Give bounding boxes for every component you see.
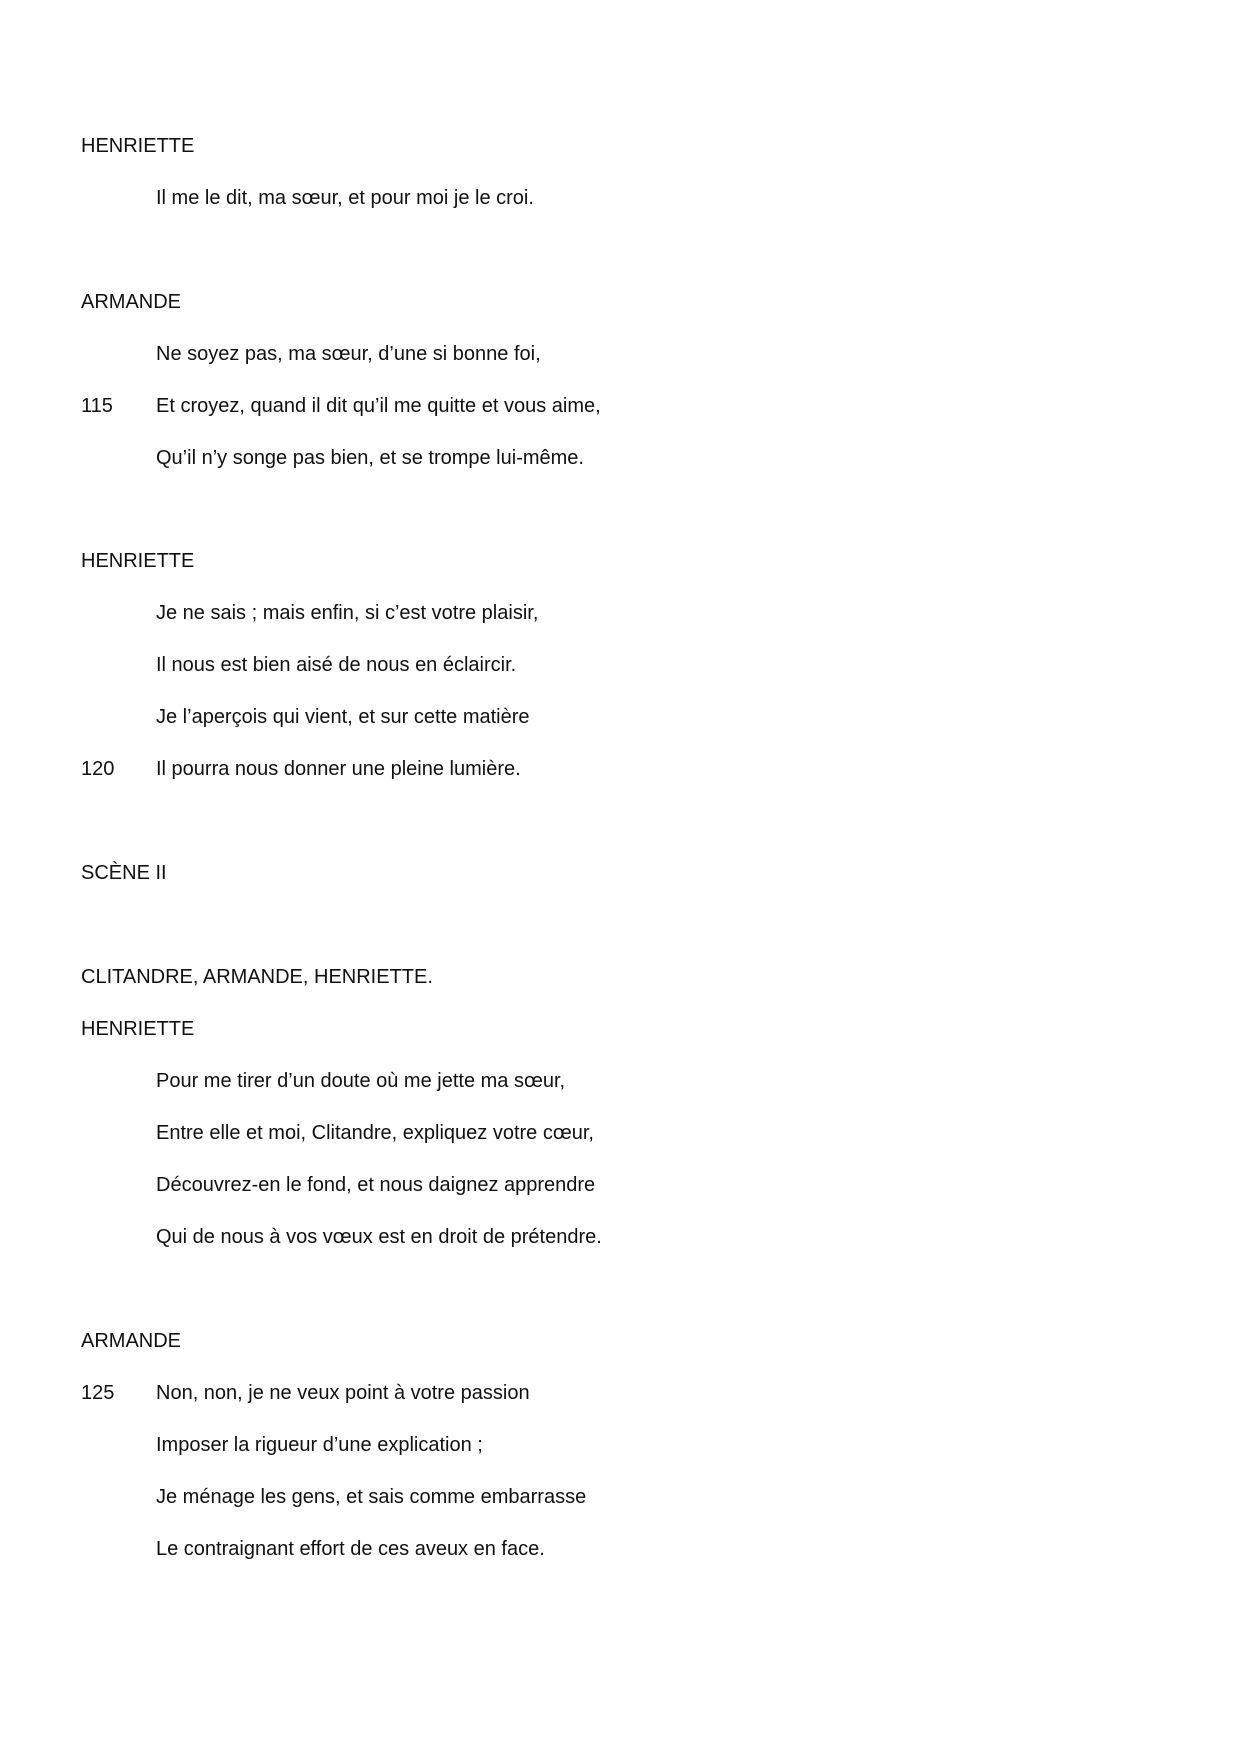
line-number: 115: [81, 395, 113, 417]
verse-line: [0, 1534, 1242, 1564]
verse-line: [0, 1430, 1242, 1460]
verse-text: Je ménage les gens, et sais comme embarrasse: [156, 1486, 587, 1508]
verse-text: Je ne sais ; mais enfin, si c’est votre plaisir,: [156, 602, 539, 624]
scene-title: SCÈNE II: [81, 862, 167, 884]
verse-line: [0, 183, 1242, 213]
verse-line: [0, 702, 1242, 732]
verse-line: [0, 1170, 1242, 1200]
verse-text: Entre elle et moi, Clitandre, expliquez votre cœur,: [156, 1122, 594, 1144]
verse-text: Découvrez-en le fond, et nous daignez apprendre: [156, 1174, 596, 1196]
verse-line: [0, 598, 1242, 628]
verse-line: [0, 1378, 1242, 1408]
speech-block-armande: [0, 287, 1242, 317]
verse-line: [0, 339, 1242, 369]
speaker-name: HENRIETTE: [81, 135, 195, 157]
speech-block-henriette: [0, 1014, 1242, 1044]
speaker-name: HENRIETTE: [81, 550, 195, 572]
speaker-name: ARMANDE: [81, 1330, 182, 1352]
verse-line: [0, 1222, 1242, 1252]
verse-line: [0, 443, 1242, 473]
verse-text: Imposer la rigueur d’une explication ;: [156, 1434, 483, 1456]
verse-line: [0, 650, 1242, 680]
verse-text: Et croyez, quand il dit qu’il me quitte et vous aime,: [156, 395, 601, 417]
speech-block-henriette: [0, 131, 1242, 161]
verse-text: Ne soyez pas, ma sœur, d’une si bonne foi,: [156, 343, 541, 365]
cast-names: CLITANDRE, ARMANDE, HENRIETTE.: [81, 966, 433, 988]
verse-text: Il nous est bien aisé de nous en éclaircir.: [156, 654, 517, 676]
cast-list: [0, 962, 1242, 992]
speaker-name: ARMANDE: [81, 291, 182, 313]
verse-text: Il me le dit, ma sœur, et pour moi je le croi.: [156, 187, 534, 209]
verse-text: Il pourra nous donner une pleine lumière.: [156, 758, 521, 780]
verse-text: Pour me tirer d’un doute où me jette ma sœur,: [156, 1070, 566, 1092]
verse-line: [0, 1066, 1242, 1096]
verse-text: Le contraignant effort de ces aveux en face.: [156, 1538, 545, 1560]
verse-text: Qui de nous à vos vœux est en droit de prétendre.: [156, 1226, 602, 1248]
speaker-name: HENRIETTE: [81, 1018, 195, 1040]
verse-line: [0, 1118, 1242, 1148]
line-number: 125: [81, 1382, 115, 1404]
verse-line: [0, 391, 1242, 421]
scene-heading: [0, 858, 1242, 888]
verse-line: [0, 754, 1242, 784]
line-number: 120: [81, 758, 115, 780]
verse-text: Non, non, je ne veux point à votre passion: [156, 1382, 530, 1404]
verse-line: [0, 1482, 1242, 1512]
verse-text: Qu’il n’y songe pas bien, et se trompe lui-même.: [156, 447, 584, 469]
speech-block-henriette: [0, 546, 1242, 576]
speech-block-armande: [0, 1326, 1242, 1356]
verse-text: Je l’aperçois qui vient, et sur cette matière: [156, 706, 530, 728]
